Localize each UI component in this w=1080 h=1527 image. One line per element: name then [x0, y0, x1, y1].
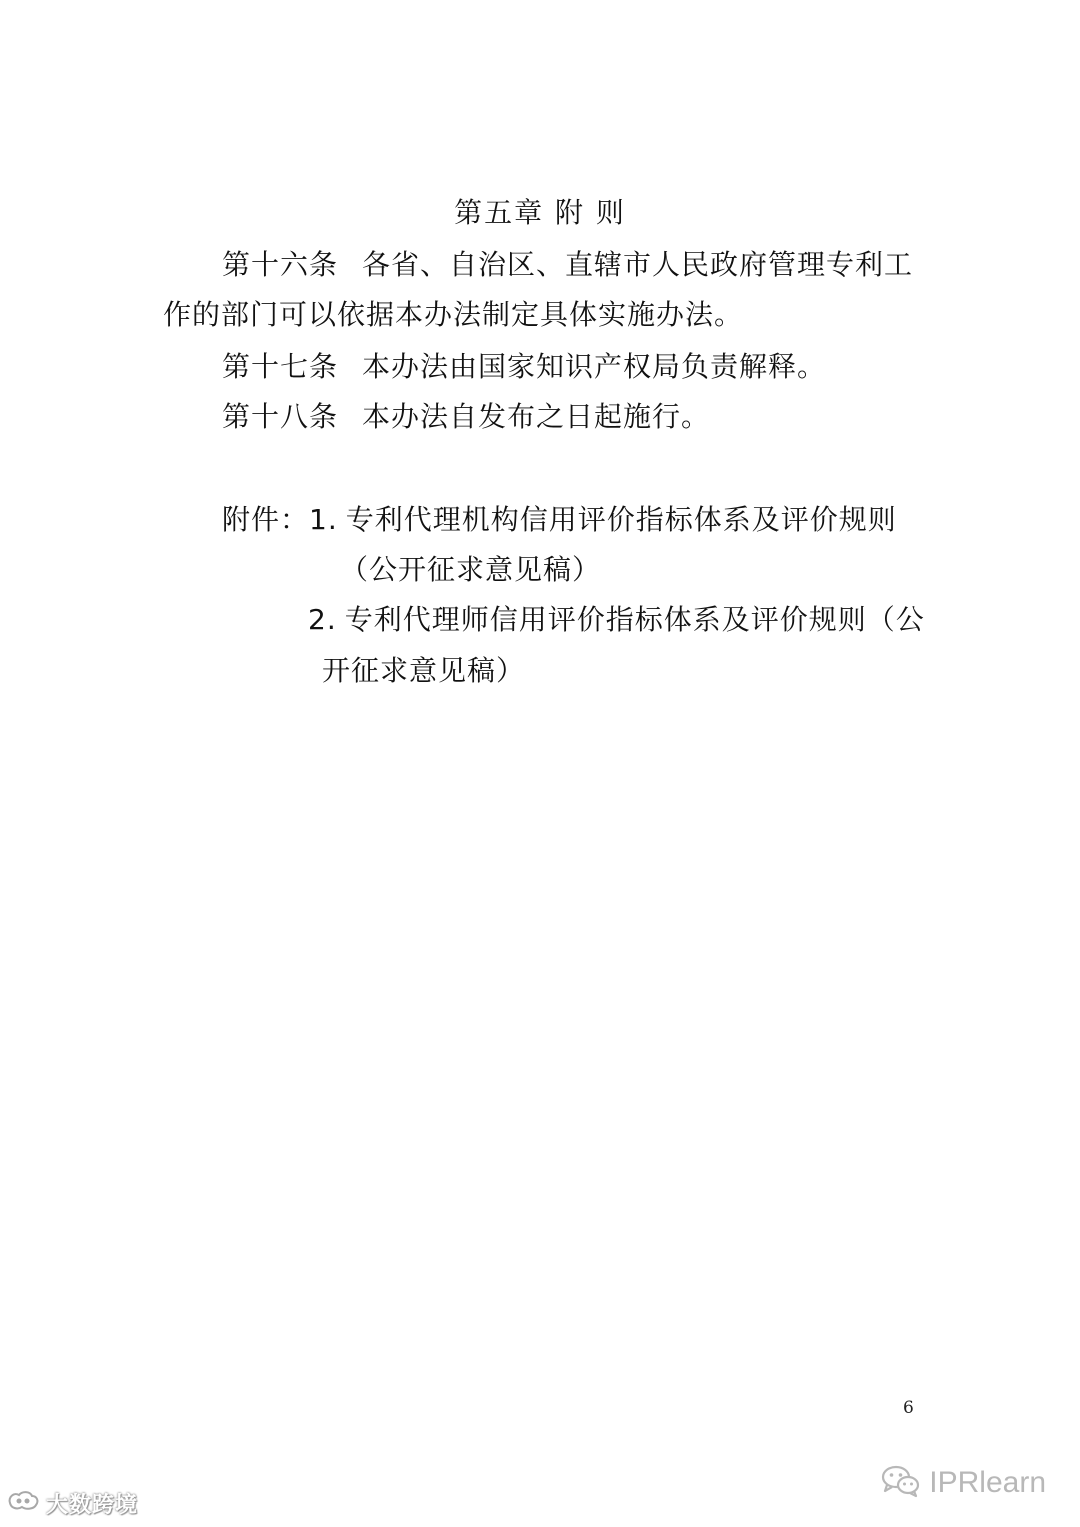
attachment-1-number: 1. — [309, 503, 338, 536]
watermark-left-text: 大数跨境 — [46, 1492, 139, 1518]
chapter-title: 第五章 附 则 — [454, 196, 626, 229]
attachment-2-line-2: 开征求意见稿） — [322, 654, 526, 687]
wechat-icon — [881, 1464, 921, 1502]
attachment-1-line-1 — [222, 500, 897, 540]
watermark-left — [6, 1488, 138, 1518]
article-16-text-1: 各省、自治区、直辖市人民政府管理专利工 — [362, 248, 914, 281]
camera-logo-icon — [6, 1489, 40, 1517]
watermark-right-text: IPRlearn — [929, 1466, 1046, 1499]
article-16-label: 第十六条 — [222, 248, 339, 281]
attachments-label: 附件： — [222, 503, 310, 536]
watermark-right — [881, 1463, 1046, 1503]
article-16-line-2: 作的部门可以依据本办法制定具体实施办法。 — [163, 298, 744, 331]
article-18-label: 第十八条 — [222, 400, 339, 433]
page-number: 6 — [903, 1398, 914, 1418]
article-18-text: 本办法自发布之日起施行。 — [362, 400, 711, 433]
article-18 — [222, 397, 710, 437]
attachment-1-title: 专利代理机构信用评价指标体系及评价规则 — [345, 503, 897, 536]
article-17 — [222, 347, 826, 387]
article-17-label: 第十七条 — [222, 350, 339, 383]
article-16-line-1 — [222, 245, 913, 285]
article-17-text: 本办法由国家知识产权局负责解释。 — [362, 350, 827, 383]
attachment-2-title: 专利代理师信用评价指标体系及评价规则（公 — [344, 603, 925, 636]
attachment-2-line-1 — [308, 600, 925, 640]
attachment-1-line-2: （公开征求意见稿） — [340, 553, 602, 586]
attachment-2-number: 2. — [308, 603, 337, 636]
